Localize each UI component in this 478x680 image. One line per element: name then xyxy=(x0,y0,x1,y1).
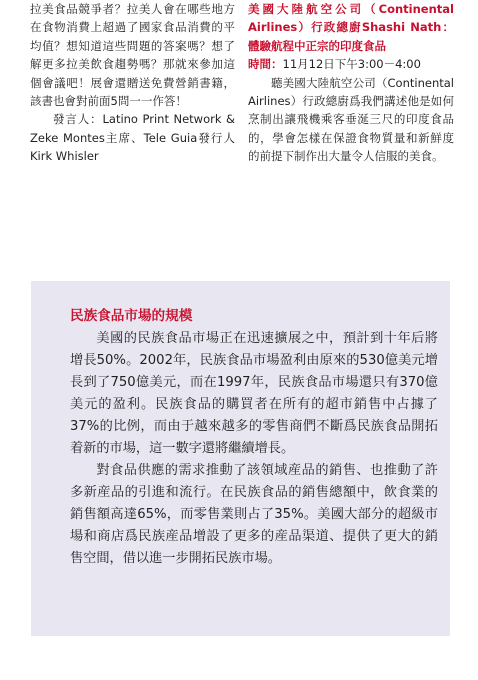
session-title: 美國大陸航空公司（Continental Airlines）行政總廚Shashi Nath：體驗航程中正宗的印度食品 xyxy=(248,2,454,53)
sidebar-paragraph-2: 對食品供應的需求推動了該領域産品的銷售、也推動了許多新産品的引進和流行。在民族食品的銷售總額中，飲食業的銷售額高達65%，而零售業則占了35%。美國大部分的超級市場和商店爲民族産品增設了更多的産品渠道、提供了更大的銷售空間，借以進一步開拓民族市場。 xyxy=(70,463,438,566)
left-column xyxy=(30,0,235,166)
time-label: 時間： xyxy=(248,57,283,72)
left-paragraph: 拉美食品競爭者？拉美人會在哪些地方在食物消費上超過了國家食品消費的平均值？想知道這些問題的答案嗎？想了解更多拉美飲食趨勢嗎？那就來參加這個會議吧！展會還贈送免費營銷書籍，該書也會對前面5問一一作答！ xyxy=(30,2,235,109)
sidebar-heading: 民族食品市場的規模 xyxy=(70,308,193,324)
session-time xyxy=(248,55,454,73)
session-description: 聽美國大陸航空公司（Continental Airlines）行政總廚爲我們講述他是如何烹制出讓飛機乘客垂涎三尺的印度食品的，學會怎樣在保證食物質量和新鮮度的前提下制作出大量令人信服的美食。 xyxy=(248,75,454,164)
market-size-sidebar xyxy=(31,281,450,636)
sidebar-paragraph-1: 美國的民族食品市場正在迅速擴展之中，預計到十年后將增長50%。2002年，民族食品市場盈利由原來的530億美元增長到了750億美元，而在1997年，民族食品市場還只有370億美元的盈利。民族食品的購買者在所有的超市銷售中占據了37%的比例，而由于越來越多的零售商們不斷爲民族食品開拓着新的市場，這一數字還將繼續增長。 xyxy=(70,331,438,456)
right-column xyxy=(248,0,454,166)
speakers-line: 發言人：Latino Print Network & Zeke Montes主席、Tele Guia發行人Kirk Whisler xyxy=(30,112,235,164)
time-value: 11月12日下午3:00－4:00 xyxy=(282,57,421,72)
